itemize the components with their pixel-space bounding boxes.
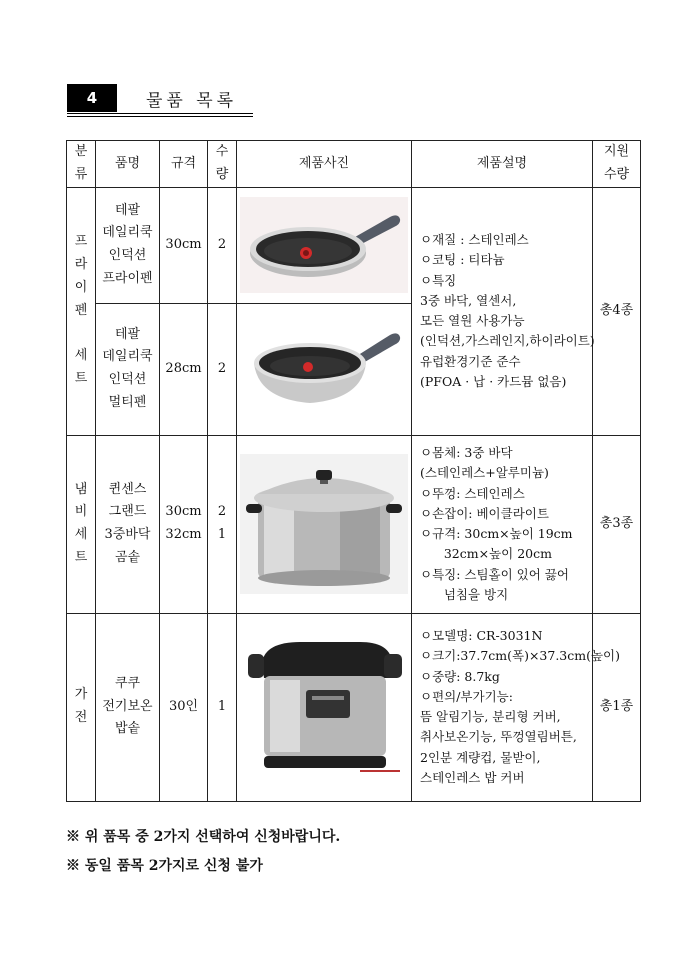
product-name: 테팔 데일리쿡 인덕션 멀티펜 bbox=[96, 303, 160, 435]
product-photo bbox=[237, 435, 412, 613]
product-spec: 30cm bbox=[160, 187, 208, 303]
multi-pan-icon bbox=[240, 319, 408, 419]
product-spec: 30인 bbox=[160, 613, 208, 801]
section-number: 4 bbox=[67, 84, 117, 112]
product-qty: 2 bbox=[208, 187, 237, 303]
product-name: 테팔 데일리쿡 인덕션 프라이펜 bbox=[96, 187, 160, 303]
product-description: ㅇ재질 : 스테인레스 ㅇ코팅 : 티타늄 ㅇ특징 3중 바닥, 열센서, 모든 열원 사용가능 (인덕션,가스레인지,하이라이트) 유럽환경기준 준수 (PFOA · 납 · 카드뮴 없음) bbox=[412, 187, 593, 435]
product-qty: 1 bbox=[208, 613, 237, 801]
support-qty: 총4종 bbox=[593, 187, 641, 435]
product-description: ㅇ몸체: 3중 바닥 (스테인레스+알루미늄) ㅇ뚜껑: 스테인레스 ㅇ손잡이: 베이클라이트 ㅇ규격: 30cm×높이 19cm 32cm×높이 20cm ㅇ특징: 스팀홀이 있어 끓어 넘침을 방지 bbox=[412, 435, 593, 613]
title-underline bbox=[67, 113, 253, 114]
category-cell-fryingpan-set: 프 라 이 펜 세 트 bbox=[67, 187, 96, 435]
header-desc: 제품설명 bbox=[412, 141, 593, 188]
header-category: 분 류 bbox=[67, 141, 96, 188]
product-photo bbox=[237, 187, 412, 303]
category-cell-appliance: 가 전 bbox=[67, 613, 96, 801]
title-underline-double bbox=[67, 116, 253, 117]
table-row bbox=[67, 187, 641, 303]
table-row bbox=[67, 435, 641, 613]
product-spec: 28cm bbox=[160, 303, 208, 435]
product-photo bbox=[237, 613, 412, 801]
product-name: 쿠쿠 전기보온 밥솥 bbox=[96, 613, 160, 801]
note-select-two: ※ 위 품목 중 2가지 선택하여 신청바랍니다. bbox=[66, 829, 341, 845]
section-title: 물품 목록 bbox=[146, 91, 238, 111]
rice-cooker-icon bbox=[240, 632, 408, 782]
product-table bbox=[66, 140, 641, 802]
table-header-row bbox=[67, 141, 641, 188]
frying-pan-icon bbox=[240, 197, 408, 293]
header-qty: 수 량 bbox=[208, 141, 237, 188]
support-qty: 총3종 bbox=[593, 435, 641, 613]
category-cell-pot-set: 냄 비 세 트 bbox=[67, 435, 96, 613]
stock-pot-icon bbox=[240, 454, 408, 594]
table-row bbox=[67, 613, 641, 801]
product-description: ㅇ모델명: CR-3031N ㅇ크기:37.7cm(폭)×37.3cm(높이) ㅇ중량: 8.7kg ㅇ편의/부가기능: 뜸 알림기능, 분리형 커버, 취사보온기능, 뚜껑열림버튼, 2인분 계량컵, 물받이, 스테인레스 밥 커버 bbox=[412, 613, 593, 801]
header-spec: 규격 bbox=[160, 141, 208, 188]
note-no-duplicate: ※ 동일 품목 2가지로 신청 불가 bbox=[66, 858, 263, 874]
header-support: 지원 수량 bbox=[593, 141, 641, 188]
product-spec: 30cm 32cm bbox=[160, 435, 208, 613]
header-name: 품명 bbox=[96, 141, 160, 188]
product-qty: 2 1 bbox=[208, 435, 237, 613]
product-photo bbox=[237, 303, 412, 435]
support-qty: 총1종 bbox=[593, 613, 641, 801]
product-qty: 2 bbox=[208, 303, 237, 435]
header-photo: 제품사진 bbox=[237, 141, 412, 188]
product-name: 퀸센스 그랜드 3중바닥 곰솥 bbox=[96, 435, 160, 613]
